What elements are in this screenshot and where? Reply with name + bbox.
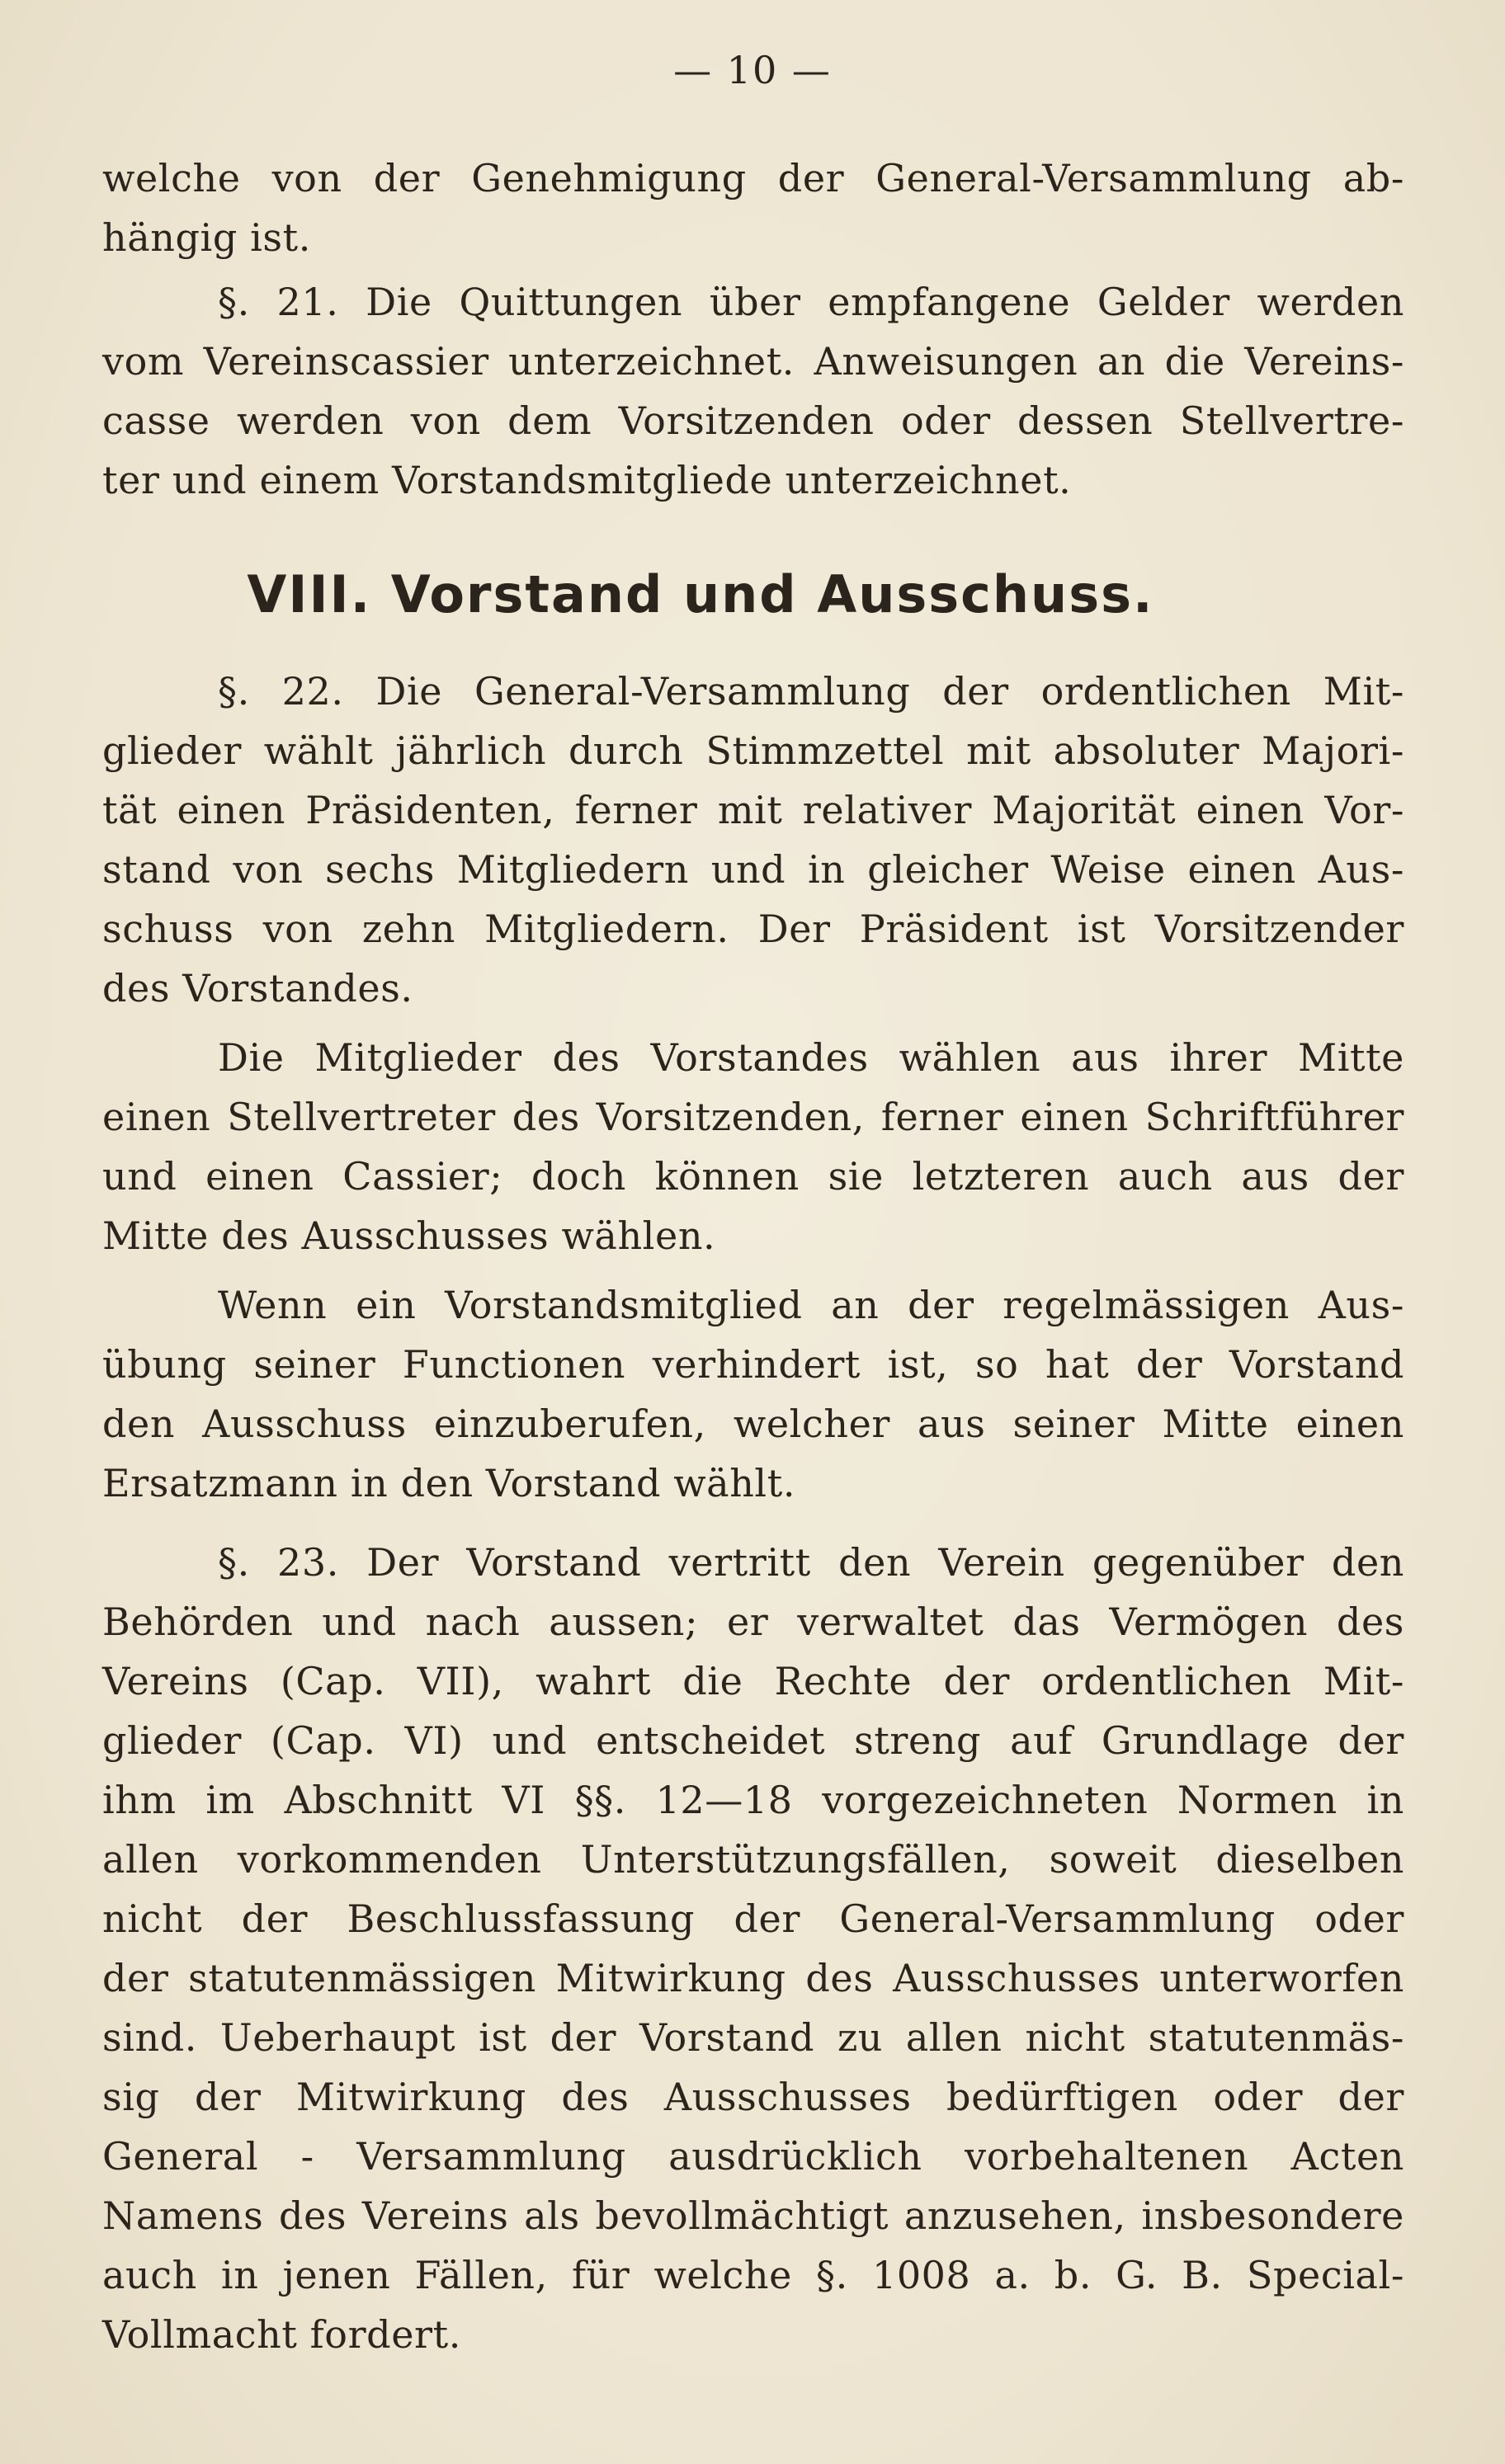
- page-number: — 10 —: [673, 48, 832, 92]
- text-line: ter und einem Vorstandsmitgliede unterzeichnet.: [102, 458, 1072, 502]
- text-line: schuss von zehn Mitgliedern. Der Präsident ist Vorsitzender: [102, 907, 1404, 951]
- paragraph: [102, 1275, 1404, 1513]
- text-line: casse werden von dem Vorsitzenden oder dessen Stellvertre-: [102, 398, 1404, 443]
- text-line: §. 23. Der Vorstand vertritt den Verein gegenüber den: [218, 1540, 1404, 1585]
- text-line: Namens des Vereins als bevollmächtigt anzusehen, insbesondere: [102, 2193, 1404, 2238]
- section-heading: VIII. Vorstand und Ausschuss.: [247, 564, 1154, 624]
- paragraph-section-23: [102, 1533, 1404, 2364]
- paragraph-section-21: [102, 272, 1404, 510]
- text-line: Wenn ein Vorstandsmitglied an der regelmässigen Aus-: [218, 1283, 1404, 1327]
- text-line: vom Vereinscassier unterzeichnet. Anweisungen an die Vereins-: [102, 339, 1404, 384]
- text-line: sig der Mitwirkung des Ausschusses bedürftigen oder der: [102, 2075, 1404, 2119]
- text-line: sind. Ueberhaupt ist der Vorstand zu allen nicht statutenmäs-: [102, 2015, 1404, 2060]
- paragraph-section-22: [102, 662, 1404, 1018]
- text-line: ihm im Abschnitt VI §§. 12—18 vorgezeichneten Normen in: [102, 1778, 1404, 1822]
- text-line: §. 21. Die Quittungen über empfangene Gelder werden: [218, 280, 1404, 324]
- text-line: übung seiner Functionen verhindert ist, so hat der Vorstand: [102, 1342, 1404, 1387]
- text-line: Mitte des Ausschusses wählen.: [102, 1213, 716, 1258]
- text-line: hängig ist.: [102, 215, 311, 260]
- text-line: glieder wählt jährlich durch Stimmzettel mit absoluter Majori-: [102, 728, 1404, 773]
- text-line: General - Versammlung ausdrücklich vorbehaltenen Acten: [102, 2134, 1404, 2179]
- text-line: nicht der Beschlussfassung der General-Versammlung oder: [102, 1896, 1404, 1941]
- text-line: stand von sechs Mitgliedern und in gleicher Weise einen Aus-: [102, 847, 1404, 892]
- text-line: einen Stellvertreter des Vorsitzenden, ferner einen Schriftführer: [102, 1095, 1404, 1139]
- text-line: allen vorkommenden Unterstützungsfällen, soweit dieselben: [102, 1837, 1404, 1882]
- text-line: Vereins (Cap. VII), wahrt die Rechte der ordentlichen Mit-: [102, 1659, 1404, 1703]
- text-line: Vollmacht fordert.: [102, 2312, 461, 2357]
- text-line: Die Mitglieder des Vorstandes wählen aus ihrer Mitte: [218, 1035, 1404, 1080]
- text-line: Ersatzmann in den Vorstand wählt.: [102, 1461, 796, 1505]
- text-line: tät einen Präsidenten, ferner mit relativer Majorität einen Vor-: [102, 788, 1404, 832]
- text-line: glieder (Cap. VI) und entscheidet streng auf Grundlage der: [102, 1718, 1404, 1763]
- text-line: der statutenmässigen Mitwirkung des Ausschusses unterworfen: [102, 1956, 1404, 2000]
- text-line: Behörden und nach aussen; er verwaltet das Vermögen des: [102, 1599, 1404, 1644]
- text-line: den Ausschuss einzuberufen, welcher aus seiner Mitte einen: [102, 1402, 1404, 1446]
- text-line: und einen Cassier; doch können sie letzteren auch aus der: [102, 1154, 1404, 1199]
- paragraph: [102, 148, 1404, 267]
- text-line: auch in jenen Fällen, für welche §. 1008 a. b. G. B. Special-: [102, 2253, 1404, 2297]
- text-line: des Vorstandes.: [102, 966, 413, 1011]
- text-line: §. 22. Die General-Versammlung der ordentlichen Mit-: [218, 669, 1404, 714]
- text-line: welche von der Genehmigung der General-Versammlung ab-: [102, 156, 1404, 200]
- paragraph: [102, 1028, 1404, 1265]
